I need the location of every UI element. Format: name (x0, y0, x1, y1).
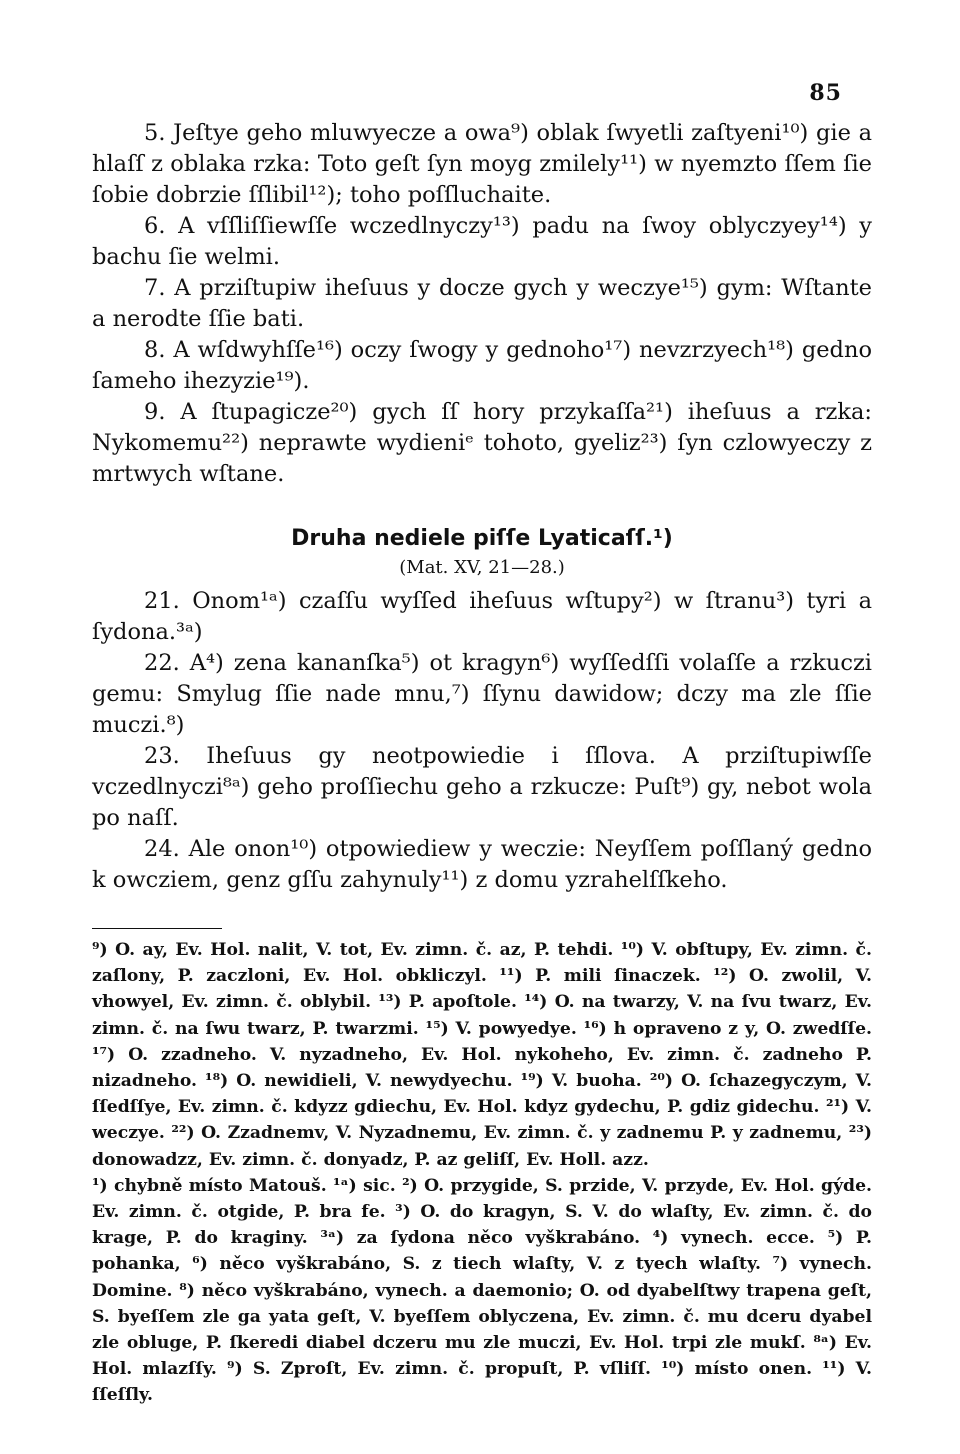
verse-6: 6. A vſſliſſiewſſe wczedlnyczy¹³) padu na ſwoy oblyczyey¹⁴) y bachu ſie welmi. (92, 213, 872, 270)
page-body (92, 118, 872, 1409)
verse-22: 22. A⁴) zena kananſka⁵) ot kragyn⁶) wyſſedſſi volaſſe a rzkuczi gemu: Smylug ſſie nade mnu,⁷) ſſynu dawidow; dczy ma zle ſſie muczi.⁸) (92, 650, 872, 738)
footnotes-second-section: ¹) chybně místo Matouš. ¹ᵃ) sic. ²) O. przygide, S. przide, V. przyde, Ev. Hol. gýde. Ev. zimn. č. otgide, P. bra fe. ³) O. do kragyn, S. V. do wlaſty, Ev. zimn. č. do krage, P. do kraginy. ³ᵃ) za ſydona něco vyškrabáno. ⁴) vynech. ecce. ⁵) P. pohanka, ⁶) něco vyškrabáno, S. z tiech wlaſty, V. z tyech wlaſty. ⁷) vynech. Domine. ⁸) něco vyškrabáno, vynech. a daemonio; O. od dyabelſtwy trapena geſt, S. byeſſem zle ga yata geſt, V. byeſſem oblyczena, Ev. zimn. č. mu dceru dyabel zle obluge, P. ſkeredi diabel dczeru mu zle muczi, Ev. Hol. trpi zle mukſ. ⁸ᵃ) Ev. Hol. mlazſſy. ⁹) S. Zproſt, Ev. zimn. č. propuſt, P. vſliſſ. ¹⁰) místo onen. ¹¹) V. ſſeſſly. (92, 1175, 872, 1406)
section-heading: Druha nediele piſſe Lyaticaſſ.¹) (291, 526, 673, 551)
section-heading-block (92, 524, 872, 582)
verse-7: 7. A prziſtupiw iheſuus y docze gych y weczye¹⁵) gym: Wſtante a nerodte ſſie bati. (92, 275, 872, 332)
page-number: 85 (809, 80, 842, 106)
verse-5: 5. Jeſtye geho mluwyecze a owa⁹) oblak ſwyetli zaſtyeni¹⁰) gie a hlaſſ z oblaka rzka: Toto geſt ſyn moyg zmilely¹¹) w nyemzto ſſem ſie ſobie dobrzie ſſlibil¹²); toho poſſluchaite. (92, 120, 872, 208)
verse-8: 8. A wſdwyhſſe¹⁶) oczy ſwogy y gednoho¹⁷) nevzrzyech¹⁸) gedno ſameho ihezyzie¹⁹). (92, 337, 872, 394)
verse-24: 24. Ale onon¹⁰) otpowiedіew y weczie: Neyſſem poſſlaný gedno k owcziem, genz gſſu zahynuly¹¹) z domu yzrahelſſkeho. (92, 836, 872, 893)
footnotes-first-section: ⁹) O. ay, Ev. Hol. nalit, V. tot, Ev. zimn. č. az, P. tehdi. ¹⁰) V. obſtupy, Ev. zimn. č. zaſlony, P. zaczloni, Ev. Hol. obkliczyl. ¹¹) P. mili ſinaczek. ¹²) O. zwolil, V. vhowyel, Ev. zimn. č. oblybil. ¹³) P. apoſtole. ¹⁴) O. na twarzy, V. na ſvu twarz, Ev. zimn. č. na ſwu twarz, P. twarzmi. ¹⁵) V. powyedye. ¹⁶) h opraveno z y, O. zwedſſe. ¹⁷) O. zzadneho. V. nyzadneho, Ev. Hol. nykoheho, Ev. zimn. č. zadneho P. nizadneho. ¹⁸) O. newidieli, V. newydyechu. ¹⁹) V. buoha. ²⁰) O. ſchazegyczym, V. ſſedſſye, Ev. zimn. č. kdyzz gdiechu, Ev. Hol. kdyz gydechu, P. gdiz gidechu. ²¹) V. weczye. ²²) O. Zzadnemv, V. Nyzadnemu, Ev. zimn. č. y zadnemu P. y zadnemu, ²³) donowadzz, Ev. zimn. č. donyadz, P. az geliſſ, Ev. Holl. azz. (92, 940, 872, 1170)
section-reference: (Mat. XV, 21—28.) (399, 557, 565, 578)
verse-21: 21. Onom¹ᵃ) czaſſu wyſſed iheſuus wſtupy²) w ſtranu³) tyri a ſydona.³ᵃ) (92, 588, 872, 645)
verse-9: 9. A ſtupagicze²⁰) gych ſſ hory przykaſſa²¹) iheſuus a rzka: Nykomemu²²) neprawte wydieniᵉ tohoto, gyeliz²³) ſyn czlowyeczy z mrtwych wſtane. (92, 399, 872, 487)
footnote-divider (92, 928, 222, 929)
verse-23: 23. Iheſuus gy neotpowiedie i ſſlova. A prziſtupiwſſe vczedlnyczi⁸ᵃ) geho proſſiechu geho a rzkucze: Puſt⁹) gy, nebot wola po naſſ. (92, 743, 872, 831)
